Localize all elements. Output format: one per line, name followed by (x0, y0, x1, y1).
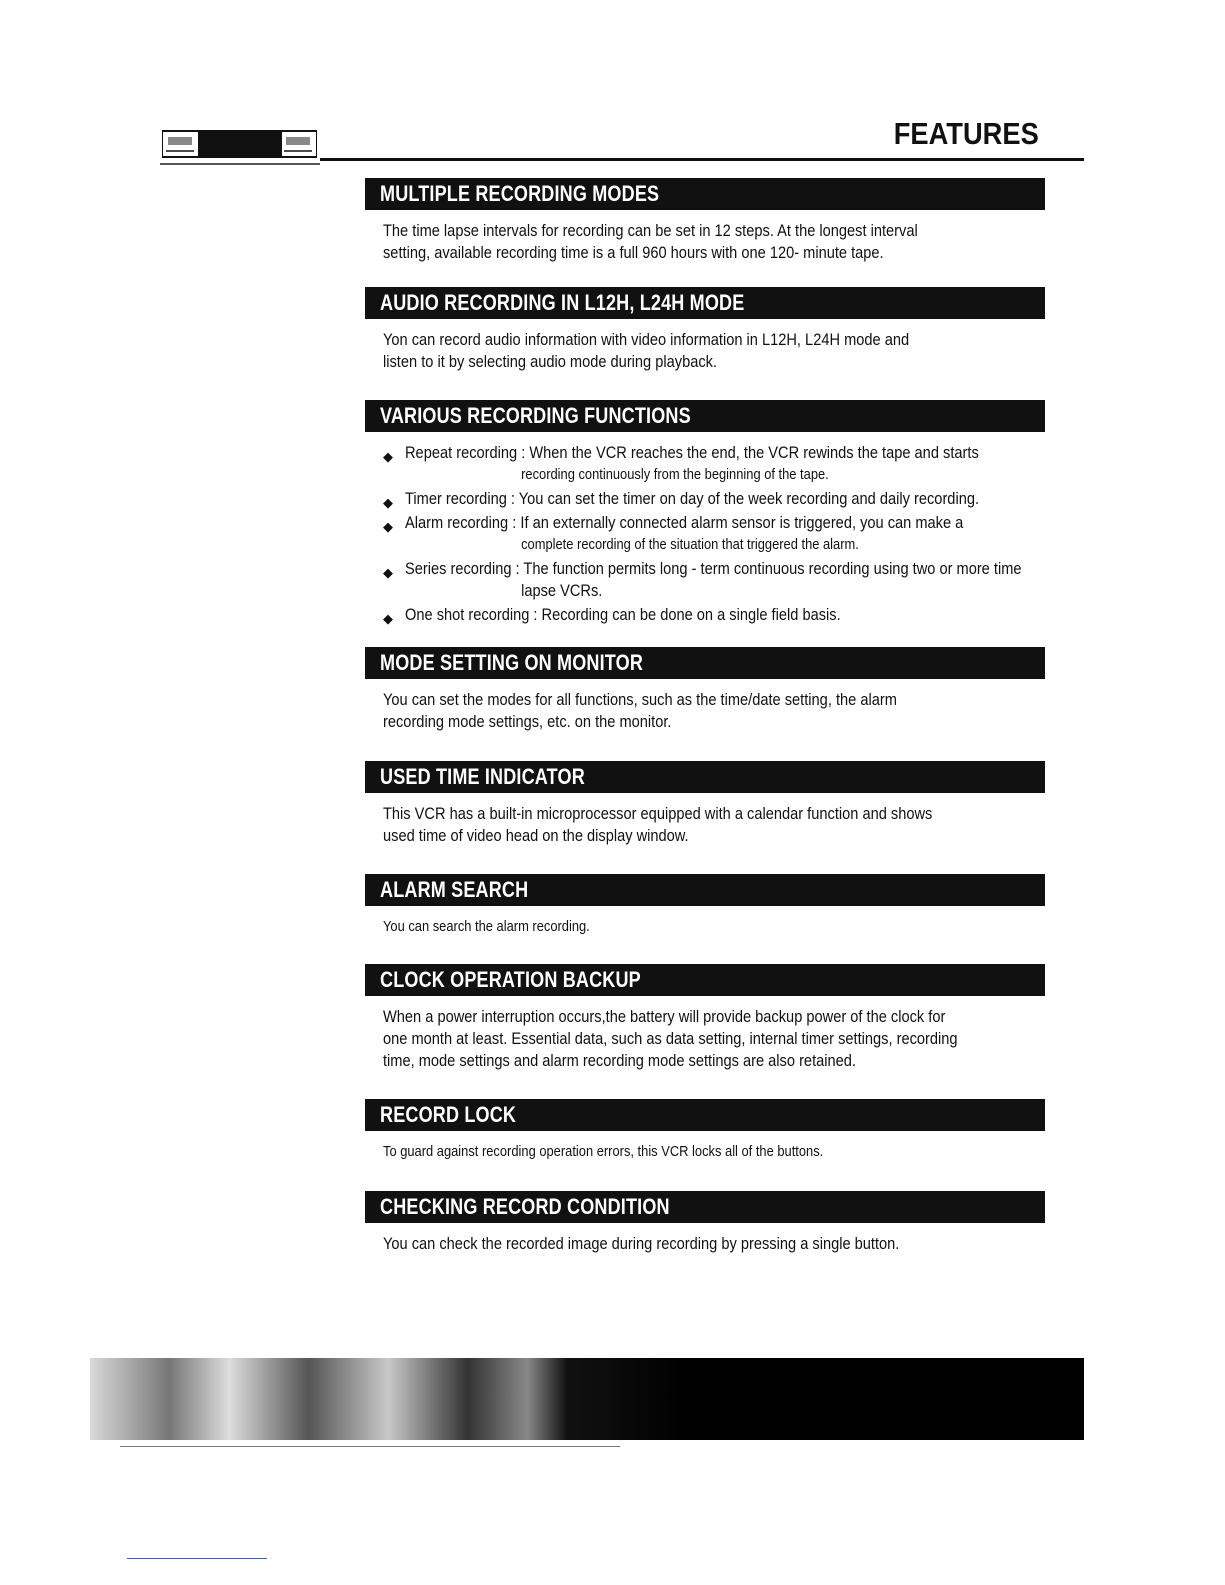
item-label: Timer recording : (405, 489, 519, 508)
section-alarm-search (365, 874, 1045, 938)
section-multiple-recording-modes (365, 178, 1045, 264)
body-line: The time lapse intervals for recording can be set in 12 steps. At the longest interval (383, 221, 918, 240)
footer-band (90, 1358, 1084, 1440)
section-heading: USED TIME INDICATOR (365, 761, 1045, 793)
section-body (383, 803, 1023, 847)
list-item (383, 604, 1073, 626)
section-body (383, 1233, 1023, 1255)
item-text: You can set the timer on day of the week recording and daily recording. (518, 489, 980, 508)
section-body (383, 220, 1023, 264)
item-text: Recording can be done on a single field basis. (541, 605, 841, 624)
list-item (383, 442, 1073, 486)
section-heading: VARIOUS RECORDING FUNCTIONS (365, 400, 1045, 432)
item-label: Series recording : (405, 559, 524, 578)
section-clock-operation-backup (365, 964, 1045, 1072)
section-mode-setting-on-monitor (365, 647, 1045, 733)
section-audio-recording (365, 287, 1045, 373)
footer-rule (120, 1446, 620, 1447)
item-text: If an externally connected alarm sensor is triggered, you can make a (520, 513, 964, 532)
diamond-bullet-icon: ◆ (383, 565, 393, 580)
diamond-bullet-icon: ◆ (383, 495, 393, 510)
section-heading: ALARM SEARCH (365, 874, 1045, 906)
body-line: one month at least. Essential data, such as data setting, internal timer settings, recording (383, 1029, 958, 1048)
body-line: setting, available recording time is a full 960 hours with one 120- minute tape. (383, 243, 884, 262)
section-body (383, 1141, 1023, 1163)
page-title: FEATURES (894, 116, 1039, 151)
item-continuation: recording continuously from the beginning of the tape. (521, 466, 829, 483)
section-heading: MODE SETTING ON MONITOR (365, 647, 1045, 679)
section-heading: MULTIPLE RECORDING MODES (365, 178, 1045, 210)
item-continuation: complete recording of the situation that triggered the alarm. (521, 536, 859, 553)
diamond-bullet-icon: ◆ (383, 611, 393, 626)
section-various-recording-functions (365, 400, 1045, 628)
item-label: One shot recording : (405, 605, 542, 624)
body-line: time, mode settings and alarm recording mode settings are also retained. (383, 1051, 856, 1070)
section-used-time-indicator (365, 761, 1045, 847)
section-heading: CLOCK OPERATION BACKUP (365, 964, 1045, 996)
item-text: When the VCR reaches the end, the VCR rewinds the tape and starts (529, 443, 979, 462)
body-line: When a power interruption occurs,the battery will provide backup power of the clock for (383, 1007, 946, 1026)
body-line: You can check the recorded image during recording by pressing a single button. (383, 1234, 900, 1253)
bottom-underline (127, 1558, 267, 1559)
item-continuation: lapse VCRs. (521, 581, 603, 600)
section-body (383, 1006, 1023, 1072)
section-body (383, 916, 1023, 938)
title-rule (320, 158, 1084, 161)
body-line: You can set the modes for all functions, such as the time/date setting, the alarm (383, 690, 897, 709)
list-item (383, 558, 1073, 602)
section-body (383, 689, 1023, 733)
section-heading: RECORD LOCK (365, 1099, 1045, 1131)
body-line: Yon can record audio information with video information in L12H, L24H mode and (383, 330, 910, 349)
body-line: recording mode settings, etc. on the monitor. (383, 712, 672, 731)
body-line: You can search the alarm recording. (383, 918, 590, 935)
body-line: To guard against recording operation errors, this VCR locks all of the buttons. (383, 1143, 824, 1160)
item-text: The function permits long - term continuous recording using two or more time (523, 559, 1022, 578)
section-heading: CHECKING RECORD CONDITION (365, 1191, 1045, 1223)
feature-list (383, 442, 1073, 626)
item-label: Alarm recording : (405, 513, 521, 532)
list-item (383, 488, 1073, 510)
vcr-icon (162, 129, 317, 159)
section-body (383, 329, 1023, 373)
list-item (383, 512, 1073, 556)
section-heading: AUDIO RECORDING IN L12H, L24H MODE (365, 287, 1045, 319)
section-record-lock (365, 1099, 1045, 1163)
body-line: listen to it by selecting audio mode during playback. (383, 352, 718, 371)
item-label: Repeat recording : (405, 443, 530, 462)
header-left-rule (160, 163, 320, 165)
diamond-bullet-icon: ◆ (383, 449, 393, 464)
body-line: used time of video head on the display window. (383, 826, 689, 845)
section-checking-record-condition (365, 1191, 1045, 1255)
diamond-bullet-icon: ◆ (383, 519, 393, 534)
body-line: This VCR has a built-in microprocessor equipped with a calendar function and shows (383, 804, 933, 823)
